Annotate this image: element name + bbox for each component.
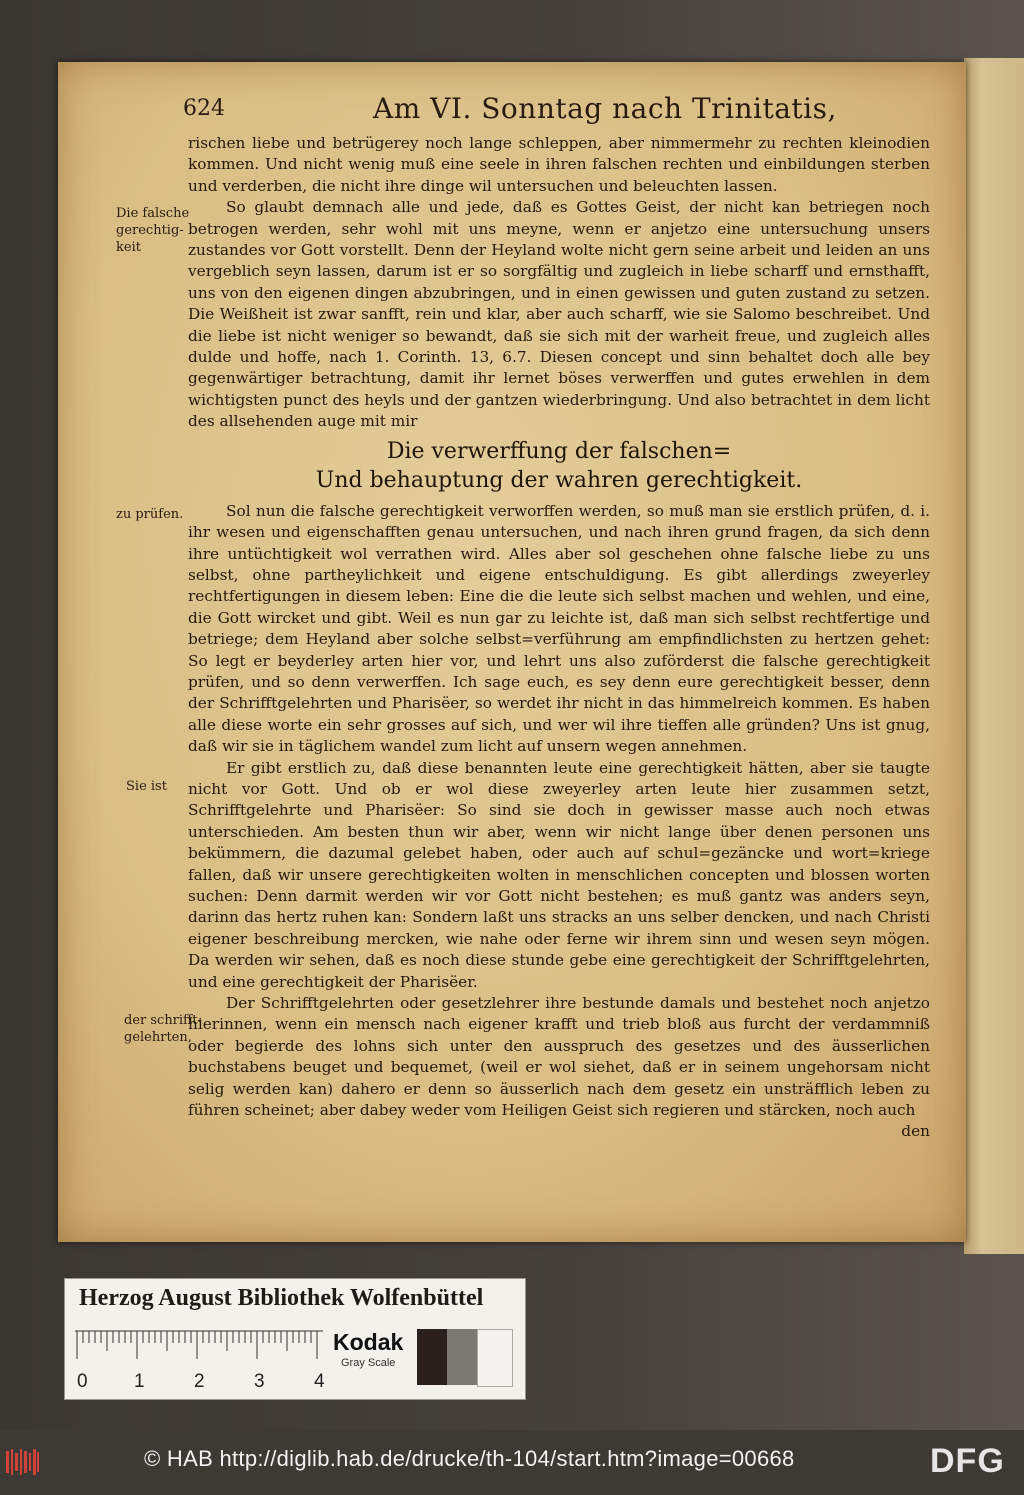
page-number: 624	[183, 96, 225, 121]
gray-swatch-white	[477, 1329, 513, 1387]
measurement-ruler	[75, 1329, 375, 1369]
institution-name: Herzog August Bibliothek Wolfenbüttel	[79, 1285, 484, 1311]
heading-line-1: Die verwerffung der falschen=	[386, 438, 732, 464]
copyright-url[interactable]: © HAB http://diglib.hab.de/drucke/th-104/start.htm?image=00668	[144, 1446, 795, 1471]
margin-note-line: gelehrten,	[124, 1030, 192, 1045]
ruler-number: 0	[77, 1371, 88, 1392]
facing-page-edge	[964, 58, 1024, 1254]
heading-line-2: Und behauptung der wahren gerechtigkeit.	[315, 467, 803, 493]
paragraph-2: So glaubt demnach alle und jede, daß es Gottes Geist, der nicht kan betriegen noch betrogen werden, sehr wohl mit uns meyne, wenn er anjetzo eine untersuchung unsers zustandes vor Gott vorstellt. Denn der Heyland wolte nicht gern seine arbeit und leiden an uns vergeblich seyn lassen, darum ist er so sorgfältig und zugleich in liebe scharff und ernsthafft, uns von den eigenen dingen abzubringen, und in einen gewissen und guten zustand zu setzen. Die Weißheit ist zwar sanfft, rein und klar, aber auch scharff, wie sie Salomo beschreibet. Und die liebe ist nicht weniger so bewandt, daß sie sich mit der warheit freue, und zugleich alles dulde und hoffe, nach 1. Corinth. 13, 6.7. Diesen concept und sinn behaltet doch alle bey gegenwärtiger betrachtung, damit ihr lernet böses verwerffen und gutes erwehlen in dem wichtigsten punct des heyls und der gantzen wiederbringung. Und also betrachtet in dem licht des allsehenden auge mit mir	[188, 198, 930, 431]
ruler-number: 1	[134, 1371, 145, 1392]
running-title: Am VI. Sonntag nach Trinitatis,	[373, 92, 837, 125]
margin-note-line: der schrifft-	[124, 1013, 202, 1028]
dfg-logo: DFG	[930, 1442, 1005, 1480]
archive-label-card	[64, 1278, 526, 1400]
margin-note-it-is: Sie ist	[126, 779, 167, 794]
barcode-icon	[6, 1447, 40, 1477]
margin-note-line: gerechtig-	[116, 223, 184, 238]
page-header	[183, 90, 923, 130]
paragraph-4: Er gibt erstlich zu, daß diese benannten leute eine gerechtigkeit hätten, aber sie taugte nicht vor Gott. Und ob er wol diese zweyerley arten leute hier zusammen setzt, Schrifftgelehrte und Pharisëer: So sind sie doch in gewisser masse auch noch etwas unterschieden. Am besten thun wir aber, wenn wir nicht lange über denen personen uns bekümmern, die dazumal gelebet haben, oder auch auf schul=gezäncke und wort=kriege fallen, daß wir unsere gerechtigkeiten wolten in menschlichen concepten und blossen worten suchen: Denn darmit werden wir vor Gott nicht bestehen; es muß gantz was anders seyn, darinn das hertz ruhen kan: Sondern laßt uns stracks an uns selber dencken, und nach Christi eigener beschreibung mercken, wie nahe oder ferne wir ihrem sinn und wesen seyn mögen. Da werden wir sehen, daß es noch diese stunde gebe eine gerechtigkeit der Schrifftgelehrten, und eine gerechtigkeit der Pharisëer.	[188, 758, 930, 991]
kodak-label: Kodak	[333, 1329, 404, 1355]
body-text	[188, 133, 930, 1143]
paragraph-5: Der Schrifftgelehrten oder gesetzlehrer ihre bestunde damals und bestehet noch anjetzo hierinnen, wenn ein mensch nach eigener krafft und trieb bloß aus furcht der verdammniß oder begierde des lohns sich unter den ausspruch des gesetzes und des äusserlichen buchstabens beuget und bequemet, (weil er wol siehet, daß er in seinem ungehorsam nicht selig werden kan) dahero er denn so äusserlich nach dem gesetz ein unsträfflich leben zu führen scheinet; aber dabey weder vom Heiligen Geist sich regieren und stärcken, noch auch	[188, 994, 930, 1120]
ruler-number: 4	[314, 1371, 325, 1392]
margin-note-line: Die falsche	[116, 206, 190, 221]
margin-note-line: keit	[116, 240, 141, 255]
catchword: den	[901, 1122, 930, 1141]
section-heading	[188, 437, 930, 495]
gray-scale-label: Gray Scale	[341, 1357, 396, 1369]
margin-note-examine: zu prüfen.	[116, 507, 184, 522]
paragraph-1: rischen liebe und betrügerey noch lange schleppen, aber nimmermehr zu rechten kleinodien kommen. Und nicht wenig muß eine seele in ihren falschen rechten und einbildungen sterben und verderben, die nicht ihre dinge wil untersuchen und beleuchten lassen.	[188, 134, 930, 195]
gray-swatch-black	[417, 1329, 447, 1385]
paragraph-3: Sol nun die falsche gerechtigkeit verworffen werden, so muß man sie erstlich prüfen, d. i. ihr wesen und eigenschafften genau untersuchen, und nach ihren grund fragen, da sich denn ihre untüchtigkeit wol verrathen wird. Alles aber sol geschehen ohne falsche liebe zu uns selbst, ohne partheylichkeit und eigene entschuldigung. Es gibt allerdings zweyerley rechtfertigungen in diesem leben: Eine die die leute sich selbst machen und wehlen, und eine, die Gott wircket und gibt. Weil es nun gar zu leichte ist, daß man sich selbst rechtfertige und betriege; dem Heyland aber solche selbst=verführung am empfindlichsten zu hertzen gehet: So legt er beyderley arten hier vor, und lehrt uns also zuförderst die falsche gerechtigkeit prüfen, und so denn verwerffen. Ich sage euch, es sey denn eure gerechtigkeit besser, denn der Schrifftgelehrten und Pharisëer, so werdet ihr nicht in das himmelreich kommen. Es haben alle diese worte ein sehr grosses auf sich, und wer wil ihre tieffen alle gründen? Uns ist gnug, daß wir sie in täglichem wandel zum licht auf unsern wegen annehmen.	[188, 501, 930, 756]
margin-note-false-righteousness	[116, 205, 196, 256]
ruler-number: 3	[254, 1371, 265, 1392]
gray-swatch-mid	[447, 1329, 477, 1385]
ruler-number: 2	[194, 1371, 205, 1392]
